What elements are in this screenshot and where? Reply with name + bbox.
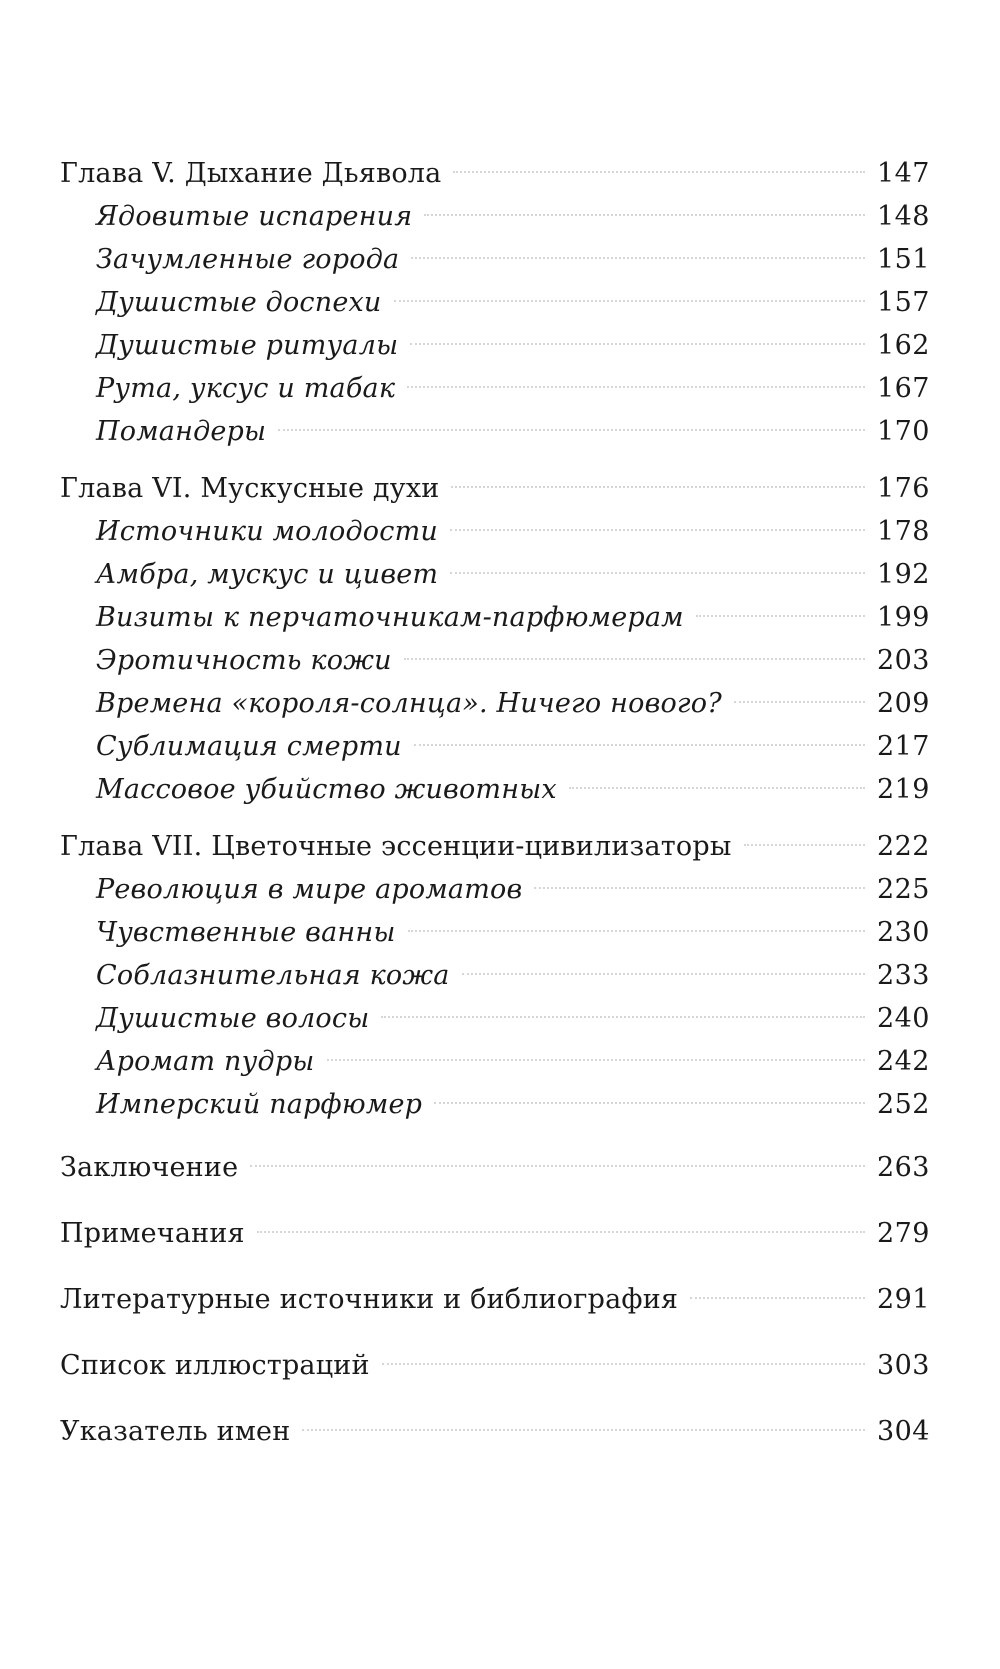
page-number: 230 bbox=[876, 917, 930, 948]
dot-leader bbox=[278, 429, 865, 431]
table-of-contents bbox=[60, 152, 930, 1456]
section-entry[interactable] bbox=[60, 997, 930, 1040]
back-matter-entry[interactable] bbox=[60, 1408, 930, 1456]
section-title: Чувственные ванны bbox=[96, 917, 396, 948]
section-entry[interactable] bbox=[60, 1083, 930, 1126]
section-entry[interactable] bbox=[60, 682, 930, 725]
chapter-group bbox=[60, 152, 930, 453]
dot-leader bbox=[250, 1165, 865, 1167]
page-number: 291 bbox=[876, 1284, 930, 1315]
entry-title: Указатель имен bbox=[60, 1416, 291, 1447]
dot-leader bbox=[394, 300, 865, 302]
page-number: 219 bbox=[876, 774, 930, 805]
page-number: 148 bbox=[876, 201, 930, 232]
back-matter-item bbox=[60, 1210, 930, 1258]
back-matter-entry[interactable] bbox=[60, 1276, 930, 1324]
back-matter-item bbox=[60, 1144, 930, 1192]
chapter-title: Глава V. Дыхание Дьявола bbox=[60, 158, 442, 189]
page-number: 199 bbox=[876, 602, 930, 633]
page-number: 167 bbox=[876, 373, 930, 404]
section-title: Сублимация смерти bbox=[96, 731, 402, 762]
dot-leader bbox=[453, 171, 864, 173]
back-matter-entry[interactable] bbox=[60, 1342, 930, 1390]
section-title: Соблазнительная кожа bbox=[96, 960, 450, 991]
page-number: 222 bbox=[876, 831, 930, 862]
entry-title: Список иллюстраций bbox=[60, 1350, 370, 1381]
dot-leader bbox=[696, 615, 865, 617]
chapter-entry[interactable] bbox=[60, 825, 930, 868]
entry-title: Примечания bbox=[60, 1218, 245, 1249]
page-number: 240 bbox=[876, 1003, 930, 1034]
section-entry[interactable] bbox=[60, 281, 930, 324]
section-title: Аромат пудры bbox=[96, 1046, 315, 1077]
section-title: Революция в мире ароматов bbox=[96, 874, 523, 905]
chapter-group bbox=[60, 467, 930, 811]
back-matter-item bbox=[60, 1342, 930, 1390]
section-entry[interactable] bbox=[60, 911, 930, 954]
dot-leader bbox=[411, 257, 865, 259]
entry-title: Литературные источники и библиография bbox=[60, 1284, 679, 1315]
dot-leader bbox=[414, 744, 865, 746]
section-title: Душистые доспехи bbox=[96, 287, 382, 318]
chapter-title: Глава VII. Цветочные эссенции-цивилизаторы bbox=[60, 831, 732, 862]
page-number: 225 bbox=[876, 874, 930, 905]
page-number: 252 bbox=[876, 1089, 930, 1120]
section-title: Душистые ритуалы bbox=[96, 330, 399, 361]
section-entry[interactable] bbox=[60, 639, 930, 682]
dot-leader bbox=[734, 701, 865, 703]
section-entry[interactable] bbox=[60, 725, 930, 768]
back-matter-item bbox=[60, 1408, 930, 1456]
section-title: Амбра, мускус и цивет bbox=[96, 559, 439, 590]
section-title: Душистые волосы bbox=[96, 1003, 370, 1034]
page-number: 147 bbox=[876, 158, 930, 189]
section-title: Времена «короля-солнца». Ничего нового? bbox=[96, 688, 722, 719]
section-title: Ядовитые испарения bbox=[96, 201, 413, 232]
dot-leader bbox=[302, 1429, 865, 1431]
page-number: 304 bbox=[876, 1416, 930, 1447]
page-number: 303 bbox=[876, 1350, 930, 1381]
page-number: 217 bbox=[876, 731, 930, 762]
section-title: Имперский парфюмер bbox=[96, 1089, 423, 1120]
page-number: 192 bbox=[876, 559, 930, 590]
page-number: 263 bbox=[876, 1152, 930, 1183]
section-entry[interactable] bbox=[60, 367, 930, 410]
back-matter-item bbox=[60, 1276, 930, 1324]
dot-leader bbox=[450, 529, 865, 531]
page-number: 170 bbox=[876, 416, 930, 447]
page-number: 162 bbox=[876, 330, 930, 361]
chapter-entry[interactable] bbox=[60, 152, 930, 195]
dot-leader bbox=[569, 787, 865, 789]
chapter-group bbox=[60, 825, 930, 1126]
section-title: Источники молодости bbox=[96, 516, 438, 547]
dot-leader bbox=[744, 844, 865, 846]
section-entry[interactable] bbox=[60, 238, 930, 281]
dot-leader bbox=[404, 658, 865, 660]
section-title: Визиты к перчаточникам-парфюмерам bbox=[96, 602, 684, 633]
dot-leader bbox=[434, 1102, 865, 1104]
dot-leader bbox=[534, 887, 865, 889]
chapter-title: Глава VI. Мускусные духи bbox=[60, 473, 440, 504]
dot-leader bbox=[450, 572, 865, 574]
back-matter-entry[interactable] bbox=[60, 1210, 930, 1258]
page-number: 209 bbox=[876, 688, 930, 719]
chapter-entry[interactable] bbox=[60, 467, 930, 510]
dot-leader bbox=[382, 1363, 865, 1365]
page-number: 233 bbox=[876, 960, 930, 991]
section-entry[interactable] bbox=[60, 324, 930, 367]
dot-leader bbox=[327, 1059, 865, 1061]
page-number: 178 bbox=[876, 516, 930, 547]
section-entry[interactable] bbox=[60, 954, 930, 997]
section-entry[interactable] bbox=[60, 868, 930, 911]
section-title: Эротичность кожи bbox=[96, 645, 392, 676]
dot-leader bbox=[690, 1297, 865, 1299]
dot-leader bbox=[408, 930, 865, 932]
page-number: 203 bbox=[876, 645, 930, 676]
section-entry[interactable] bbox=[60, 553, 930, 596]
dot-leader bbox=[381, 1016, 865, 1018]
dot-leader bbox=[451, 486, 865, 488]
section-title: Рута, уксус и табак bbox=[96, 373, 396, 404]
section-title: Массовое убийство животных bbox=[96, 774, 557, 805]
page-number: 151 bbox=[876, 244, 930, 275]
section-title: Помандеры bbox=[96, 416, 267, 447]
section-entry[interactable] bbox=[60, 195, 930, 238]
dot-leader bbox=[410, 343, 865, 345]
section-entry[interactable] bbox=[60, 768, 930, 811]
entry-title: Заключение bbox=[60, 1152, 239, 1183]
section-entry[interactable] bbox=[60, 510, 930, 553]
section-entry[interactable] bbox=[60, 1040, 930, 1083]
page-number: 242 bbox=[876, 1046, 930, 1077]
dot-leader bbox=[257, 1231, 865, 1233]
back-matter-entry[interactable] bbox=[60, 1144, 930, 1192]
section-entry[interactable] bbox=[60, 596, 930, 639]
page-number: 279 bbox=[876, 1218, 930, 1249]
dot-leader bbox=[462, 973, 865, 975]
section-entry[interactable] bbox=[60, 410, 930, 453]
page-number: 157 bbox=[876, 287, 930, 318]
page-number: 176 bbox=[876, 473, 930, 504]
section-title: Зачумленные города bbox=[96, 244, 400, 275]
dot-leader bbox=[424, 214, 865, 216]
dot-leader bbox=[407, 386, 865, 388]
